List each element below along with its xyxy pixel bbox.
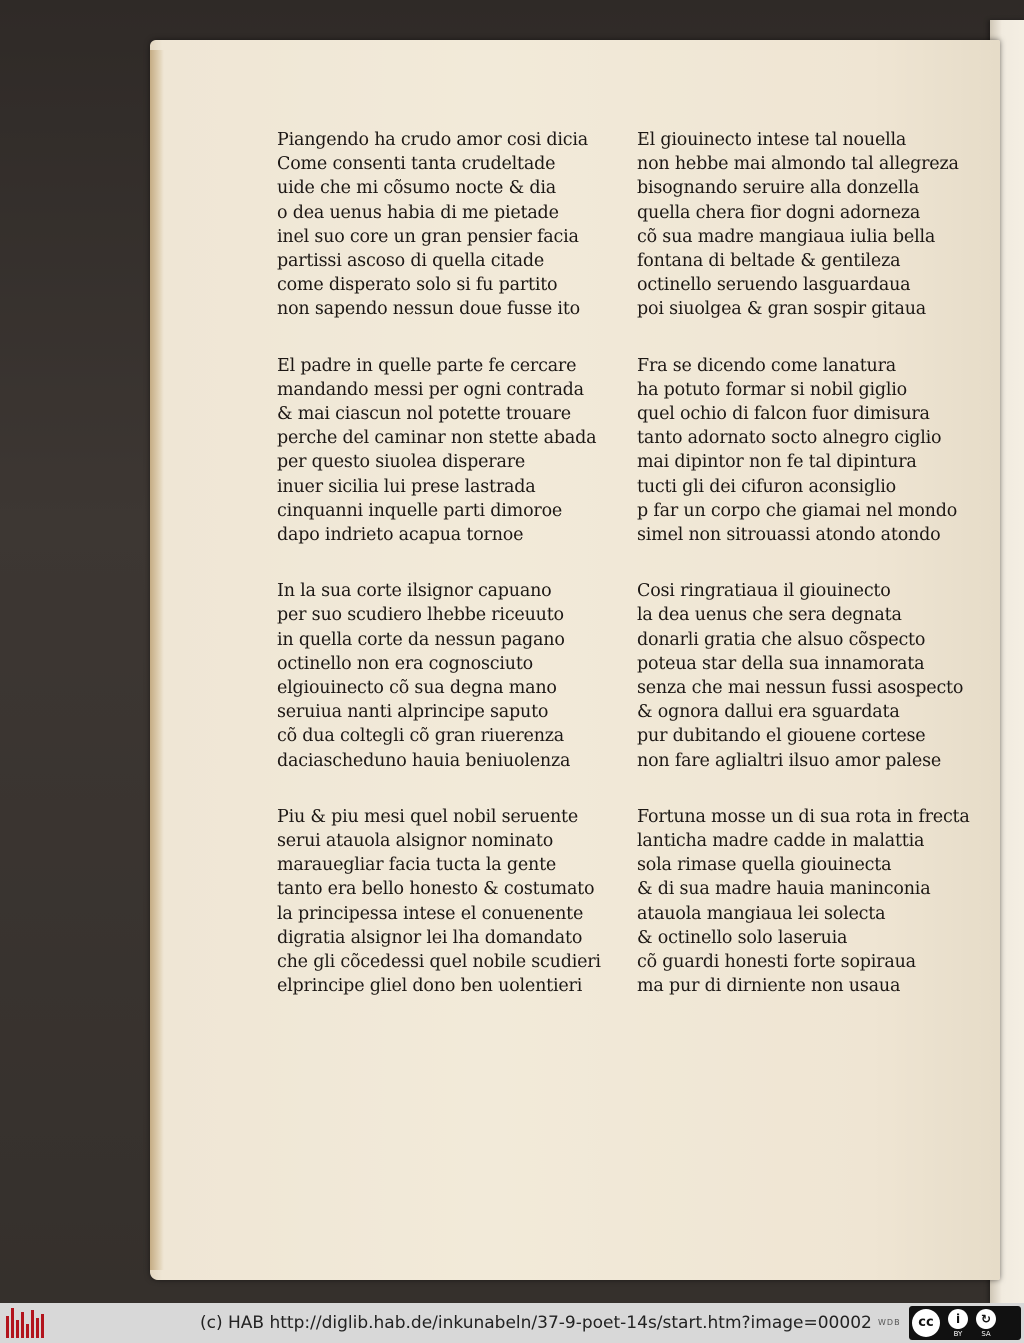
left-column	[277, 128, 637, 1031]
verse-line: senza che mai nessun fussi asospecto	[637, 678, 964, 699]
share-alike-icon: ↻	[976, 1309, 996, 1329]
verse-line: quella chera fior dogni adorneza	[637, 202, 921, 223]
right-stanza-1	[637, 128, 992, 322]
verse-line: octinello seruendo lasguardaua	[637, 275, 911, 296]
verse-line: uide che mi cõsumo nocte & dia	[277, 178, 556, 199]
verse-line: In la sua corte ilsignor capuano	[277, 581, 552, 602]
verse-line: elgiouinecto cõ sua degna mano	[277, 678, 557, 699]
verse-line: bisognando seruire alla donzella	[637, 178, 920, 199]
verse-line: cõ sua madre mangiaua iulia bella	[637, 226, 936, 247]
verse-line: daciascheduno hauia beniuolenza	[277, 750, 571, 771]
verse-line: & mai ciascun nol potette trouare	[277, 404, 571, 425]
verse-line: la dea uenus che sera degnata	[637, 605, 902, 626]
verse-line: sola rimase quella giouinecta	[637, 855, 892, 876]
verse-line: poi siuolgea & gran sospir gitaua	[637, 299, 927, 320]
verse-line: tanto adornato socto alnegro ciglio	[637, 428, 942, 449]
right-stanza-4	[637, 805, 992, 999]
verse-line: simel non sitrouassi atondo atondo	[637, 525, 941, 546]
footer-bar	[0, 1303, 1024, 1343]
verse-line: Fra se dicendo come lanatura	[637, 355, 897, 376]
verse-line: atauola mangiaua lei solecta	[637, 903, 886, 924]
verse-line: quel ochio di falcon fuor dimisura	[637, 404, 930, 425]
verse-line: poteua star della sua innamorata	[637, 653, 925, 674]
verse-line: Fortuna mosse un di sua rota in frecta	[637, 806, 970, 827]
verse-line: p far un corpo che giamai nel mondo	[637, 500, 958, 521]
verse-line: non sapendo nessun doue fusse ito	[277, 299, 580, 320]
verse-line: octinello non era cognosciuto	[277, 653, 534, 674]
verse-line: inuer sicilia lui prese lastrada	[277, 476, 536, 497]
left-stanza-1	[277, 128, 637, 322]
verse-line: per suo scudiero lhebbe riceuuto	[277, 605, 564, 626]
verse-line: inel suo core un gran pensier facia	[277, 226, 579, 247]
verse-line: come disperato solo si fu partito	[277, 275, 558, 296]
left-stanza-3	[277, 579, 637, 773]
right-stanza-3	[637, 579, 992, 773]
verse-line: mandando messi per ogni contrada	[277, 379, 584, 400]
verse-line: donarli gratia che alsuo cõspecto	[637, 629, 926, 650]
verse-line: digratia alsignor lei lha domandato	[277, 927, 583, 948]
verse-line: El padre in quelle parte fe cercare	[277, 355, 577, 376]
page-fore-edge	[150, 50, 164, 1270]
verse-line: tanto era bello honesto & costumato	[277, 879, 595, 900]
right-column	[637, 128, 992, 1031]
verse-line: cõ guardi honesti forte sopiraua	[637, 952, 916, 973]
verse-line: che gli cõcedessi quel nobile scudieri	[277, 952, 601, 973]
verse-line: per questo siuolea disperare	[277, 452, 526, 473]
verse-line: ha potuto formar si nobil giglio	[637, 379, 908, 400]
verse-line: lanticha madre cadde in malattia	[637, 831, 925, 852]
verse-line: cinquanni inquelle parti dimoroe	[277, 500, 563, 521]
verse-line: Cosi ringratiaua il giouinecto	[637, 581, 891, 602]
verse-line: in quella corte da nessun pagano	[277, 629, 565, 650]
verse-line: & octinello solo laseruia	[637, 927, 848, 948]
verse-line: El giouinecto intese tal nouella	[637, 130, 907, 150]
sa-label: SA	[981, 1329, 991, 1338]
cc-icon: cc	[912, 1309, 940, 1337]
verse-line: pur dubitando el giouene cortese	[637, 726, 926, 747]
verse-line: cõ dua coltegli cõ gran riuerenza	[277, 726, 565, 747]
verse-line: non hebbe mai almondo tal allegreza	[637, 154, 959, 175]
verse-line: Come consenti tanta crudeltade	[277, 154, 556, 175]
left-stanza-2	[277, 354, 637, 548]
verse-line: marauegliar facia tucta la gente	[277, 855, 557, 876]
verse-line: fontana di beltade & gentileza	[637, 251, 901, 272]
verse-line: perche del caminar non stette abada	[277, 428, 597, 449]
verse-line: & ognora dallui era sguardata	[637, 702, 900, 723]
verse-line: serui atauola alsignor nominato	[277, 831, 554, 852]
cc-license-badge[interactable]	[909, 1306, 1021, 1340]
hab-logo[interactable]	[6, 1308, 46, 1338]
verse-line: tucti gli dei cifuron aconsiglio	[637, 476, 897, 497]
verse-line: la principessa intese el conuenente	[277, 903, 584, 924]
verse-line: & di sua madre hauia maninconia	[637, 879, 931, 900]
verse-line: elprincipe gliel dono ben uolentieri	[277, 976, 583, 997]
verse-line: mai dipintor non fe tal dipintura	[637, 452, 917, 473]
verse-line: Piu & piu mesi quel nobil seruente	[277, 806, 579, 827]
verse-line: ma pur di dirniente non usaua	[637, 976, 901, 997]
verse-line: partissi ascoso di quella citade	[277, 251, 544, 272]
right-stanza-2	[637, 354, 992, 548]
left-stanza-4	[277, 805, 637, 999]
verse-line: dapo indrieto acapua tornoe	[277, 525, 524, 546]
by-label: BY	[953, 1329, 963, 1338]
wdb-mark: WDB	[878, 1318, 901, 1327]
attribution-icon: i	[948, 1309, 968, 1329]
copyright-link[interactable]: (c) HAB http://diglib.hab.de/inkunabeln/37-9-poet-14s/start.htm?image=00002	[200, 1313, 872, 1333]
verse-line: o dea uenus habia di me pietade	[277, 202, 559, 223]
verse-line: seruiua nanti alprincipe saputo	[277, 702, 549, 723]
verse-line: Piangendo ha crudo amor cosi dicia	[277, 130, 589, 150]
verse-line: non fare aglialtri ilsuo amor palese	[637, 750, 942, 771]
